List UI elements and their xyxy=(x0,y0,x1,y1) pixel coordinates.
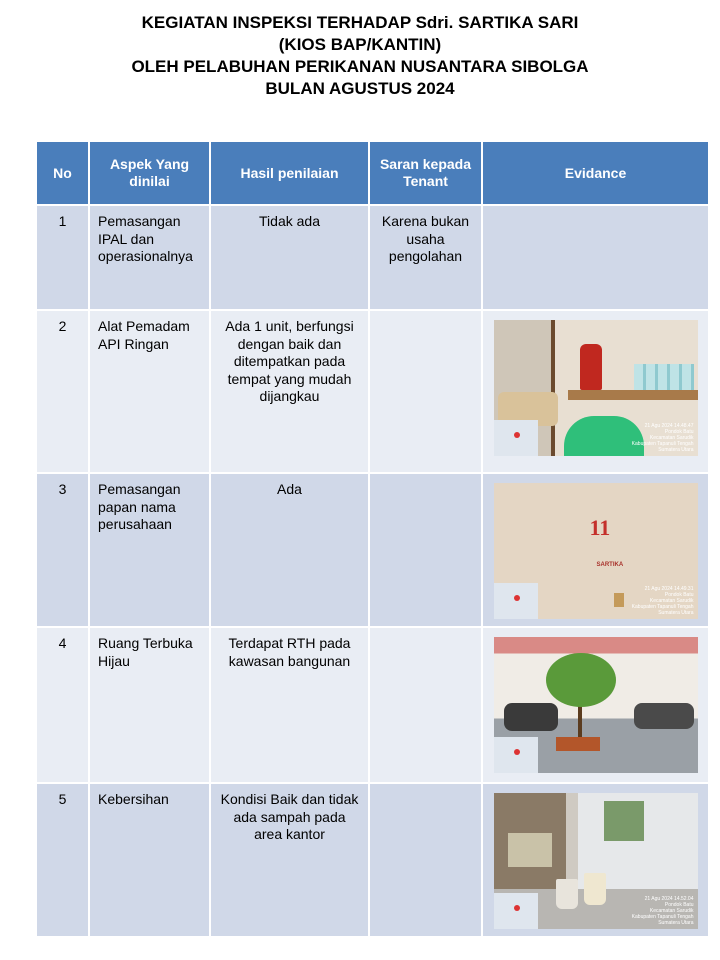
pillar-shape xyxy=(566,793,578,893)
cell-evidance xyxy=(482,205,709,310)
cell-evidance xyxy=(482,627,709,783)
header-hasil: Hasil penilaian xyxy=(210,141,369,205)
cell-no: 2 xyxy=(36,310,89,473)
cell-evidance xyxy=(482,473,709,627)
cell-hasil: Tidak ada xyxy=(210,205,369,310)
header-evidance: Evidance xyxy=(482,141,709,205)
tree-icon xyxy=(546,653,616,707)
title-line-3: OLEH PELABUHAN PERIKANAN NUSANTARA SIBOLGA xyxy=(131,57,589,76)
tree-trunk-shape xyxy=(578,703,582,739)
map-thumbnail xyxy=(494,420,538,456)
cell-aspek: Ruang Terbuka Hijau xyxy=(89,627,210,783)
cell-hasil: Ada xyxy=(210,473,369,627)
name-board-photo xyxy=(494,483,698,619)
motorbike-shape xyxy=(504,703,558,731)
cell-evidance xyxy=(482,783,709,937)
table-row xyxy=(36,473,709,627)
board-number: 11 xyxy=(589,515,611,540)
cell-hasil: Terdapat RTH pada kawasan bangunan xyxy=(210,627,369,783)
table-row xyxy=(36,205,709,310)
table-header-row xyxy=(36,141,709,205)
cell-saran xyxy=(369,473,482,627)
title-line-1: KEGIATAN INSPEKSI TERHADAP Sdri. SARTIKA SARI xyxy=(141,13,579,32)
bucket-icon xyxy=(556,879,578,909)
cell-no: 5 xyxy=(36,783,89,937)
cell-saran: Karena bukan usaha pengolahan xyxy=(369,205,482,310)
photo-timestamp: 21 Agu 2024 14.48.47 Pondok Batu Kecamatan Sarudik Kabupaten Tapanuli Tengah Sumatera Utara xyxy=(631,423,694,453)
bottles-shape xyxy=(634,364,694,390)
cell-aspek: Pemasangan papan nama perusahaan xyxy=(89,473,210,627)
cell-no: 1 xyxy=(36,205,89,310)
document-title xyxy=(0,12,720,100)
cell-saran xyxy=(369,627,482,783)
cell-hasil: Kondisi Baik dan tidak ada sampah pada area kantor xyxy=(210,783,369,937)
map-thumbnail xyxy=(494,893,538,929)
green-space-photo xyxy=(494,637,698,773)
wall-mark-shape xyxy=(614,593,624,607)
table-shape xyxy=(508,833,552,867)
title-line-2: (KIOS BAP/KANTIN) xyxy=(278,35,442,54)
cell-no: 4 xyxy=(36,627,89,783)
planter-shape xyxy=(556,737,600,751)
fire-extinguisher-icon xyxy=(580,344,602,390)
map-thumbnail xyxy=(494,737,538,773)
cell-aspek: Pemasangan IPAL dan operasionalnya xyxy=(89,205,210,310)
board-name: SARTIKA xyxy=(596,562,624,568)
bucket-icon xyxy=(584,873,606,905)
header-saran: Saran kepada Tenant xyxy=(369,141,482,205)
inspection-table xyxy=(35,140,710,938)
map-thumbnail xyxy=(494,583,538,619)
cell-evidance xyxy=(482,310,709,473)
photo-timestamp: 21 Agu 2024 14.52.04 Pondok Batu Kecamatan Sarudik Kabupaten Tapanuli Tengah Sumatera Utara xyxy=(631,896,694,926)
photo-timestamp: 21 Agu 2024 14.49.31 Pondok Batu Kecamatan Sarudik Kabupaten Tapanuli Tengah Sumatera Utara xyxy=(631,586,694,616)
cell-no: 3 xyxy=(36,473,89,627)
shelf-shape xyxy=(604,801,644,841)
header-aspek: Aspek Yang dinilai xyxy=(89,141,210,205)
cell-hasil: Ada 1 unit, berfungsi dengan baik dan ditempatkan pada tempat yang mudah dijangkau xyxy=(210,310,369,473)
cell-saran xyxy=(369,310,482,473)
motorbike-shape xyxy=(634,703,694,729)
cell-aspek: Alat Pemadam API Ringan xyxy=(89,310,210,473)
title-line-4: BULAN AGUSTUS 2024 xyxy=(265,79,455,98)
cell-aspek: Kebersihan xyxy=(89,783,210,937)
cell-saran xyxy=(369,783,482,937)
table-row xyxy=(36,627,709,783)
cleanliness-photo xyxy=(494,793,698,929)
fire-extinguisher-photo xyxy=(494,320,698,456)
table-row xyxy=(36,310,709,473)
table-row xyxy=(36,783,709,937)
shelf-shape xyxy=(568,390,698,400)
header-no: No xyxy=(36,141,89,205)
